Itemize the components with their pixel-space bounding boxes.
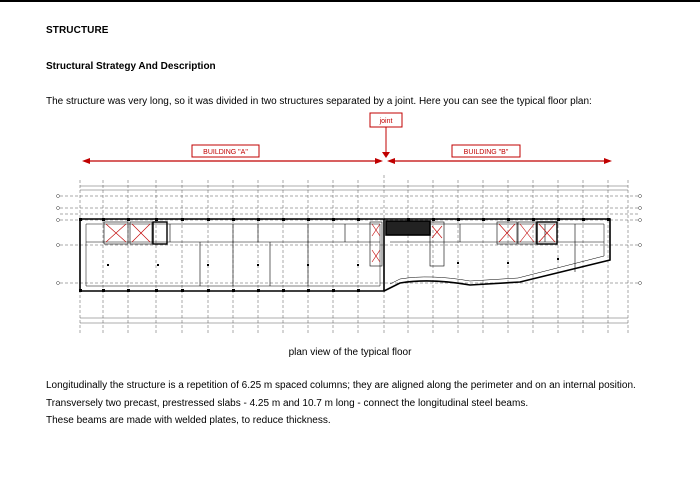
core-crosses: [106, 224, 555, 262]
building-b-annotation: [387, 145, 612, 164]
floor-plan-figure: [0, 108, 700, 348]
joint-label: joint: [379, 118, 393, 125]
top-border: [0, 0, 700, 2]
figure-caption: plan view of the typical floor: [288, 347, 412, 358]
building-a-label: BUILDING "A": [203, 149, 248, 156]
section-title: STRUCTURE: [46, 25, 109, 36]
intro-paragraph: The structure was very long, so it was divided in two structures separated by a joint. Here you can see the typical floor plan:: [46, 96, 592, 107]
paragraph-slabs: Transversely two precast, prestressed slabs - 4.25 m and 10.7 m long - connect the longitudinal steel beams.: [46, 398, 529, 409]
building-b-label: BUILDING "B": [463, 149, 509, 156]
grid-axis-markers: [57, 195, 642, 285]
partitions: [170, 224, 575, 286]
paragraph-beams: These beams are made with welded plates, to reduce thickness.: [46, 415, 331, 426]
grid-ticks: [80, 186, 628, 323]
core-blocks: [104, 221, 557, 266]
joint-annotation: [370, 113, 402, 158]
paragraph-columns: Longitudinally the structure is a repetition of 6.25 m spaced columns; they are aligned along the perimeter and on an internal position.: [46, 380, 636, 391]
plan-gridlines: [60, 175, 640, 335]
building-a-annotation: [82, 145, 383, 164]
subsection-title: Structural Strategy And Description: [46, 61, 216, 72]
